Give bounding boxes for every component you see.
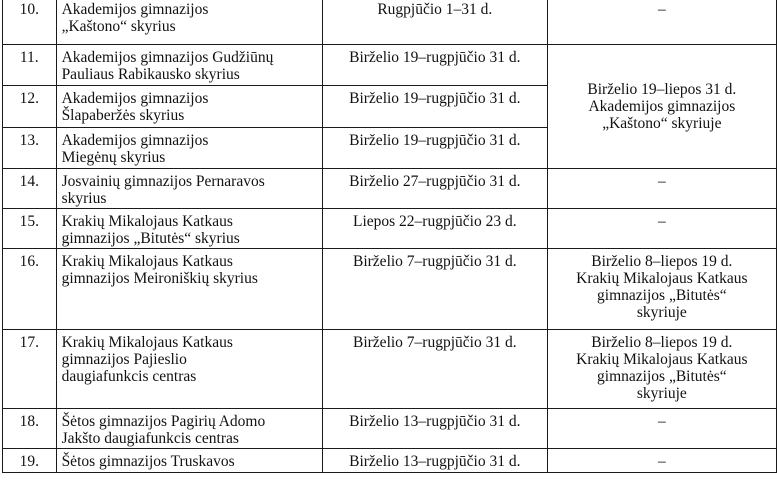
alternative-location-merged: Birželio 19–liepos 31 d. Akademijos gimnazijos „Kaštono“ skyriuje (547, 45, 776, 169)
schedule-table (2, 0, 777, 473)
row-number: 16. (3, 249, 57, 330)
row-number: 11. (3, 45, 57, 86)
institution-name: Šėtos gimnazijos Truskavos (56, 449, 322, 473)
operating-period: Birželio 19–rugpjūčio 31 d. (322, 86, 547, 128)
table-row (3, 249, 777, 330)
alternative-location: – (547, 169, 776, 209)
institution-name: Krakių Mikalojaus Katkaus gimnazijos „Bitutės“ skyrius (56, 209, 322, 249)
operating-period: Rugpjūčio 1–31 d. (322, 0, 547, 45)
alternative-location: Birželio 8–liepos 19 d. Krakių Mikalojaus Katkaus gimnazijos „Bitutės“ skyriuje (547, 330, 776, 409)
operating-period: Birželio 7–rugpjūčio 31 d. (322, 249, 547, 330)
table-row (3, 45, 777, 86)
alternative-location: – (547, 409, 776, 449)
institution-name: Akademijos gimnazijos Šlapaberžės skyrius (56, 86, 322, 128)
operating-period: Birželio 27–rugpjūčio 31 d. (322, 169, 547, 209)
alternative-location: – (547, 0, 776, 45)
institution-name: Šėtos gimnazijos Pagirių Adomo Jakšto daugiafunkcis centras (56, 409, 322, 449)
operating-period: Birželio 19–rugpjūčio 31 d. (322, 45, 547, 86)
row-number: 19. (3, 449, 57, 473)
institution-name: Akademijos gimnazijos „Kaštono“ skyrius (56, 0, 322, 45)
operating-period: Birželio 7–rugpjūčio 31 d. (322, 330, 547, 409)
row-number: 14. (3, 169, 57, 209)
operating-period: Birželio 13–rugpjūčio 31 d. (322, 449, 547, 473)
table-row (3, 409, 777, 449)
institution-name: Krakių Mikalojaus Katkaus gimnazijos Pajieslio daugiafunkcis centras (56, 330, 322, 409)
row-number: 18. (3, 409, 57, 449)
alternative-location: – (547, 209, 776, 249)
institution-name: Josvainių gimnazijos Pernaravos skyrius (56, 169, 322, 209)
institution-name: Akademijos gimnazijos Gudžiūnų Pauliaus Rabikausko skyrius (56, 45, 322, 86)
row-number: 17. (3, 330, 57, 409)
alternative-location: Birželio 8–liepos 19 d. Krakių Mikalojaus Katkaus gimnazijos „Bitutės“ skyriuje (547, 249, 776, 330)
table-row (3, 0, 777, 45)
institution-name: Krakių Mikalojaus Katkaus gimnazijos Meironiškių skyrius (56, 249, 322, 330)
operating-period: Birželio 13–rugpjūčio 31 d. (322, 409, 547, 449)
institution-name: Akademijos gimnazijos Miegėnų skyrius (56, 128, 322, 169)
row-number: 10. (3, 0, 57, 45)
table-row (3, 169, 777, 209)
table-row (3, 209, 777, 249)
operating-period: Liepos 22–rugpjūčio 23 d. (322, 209, 547, 249)
alternative-location: – (547, 449, 776, 473)
row-number: 13. (3, 128, 57, 169)
row-number: 12. (3, 86, 57, 128)
table-row (3, 449, 777, 473)
table-row (3, 330, 777, 409)
operating-period: Birželio 19–rugpjūčio 31 d. (322, 128, 547, 169)
row-number: 15. (3, 209, 57, 249)
